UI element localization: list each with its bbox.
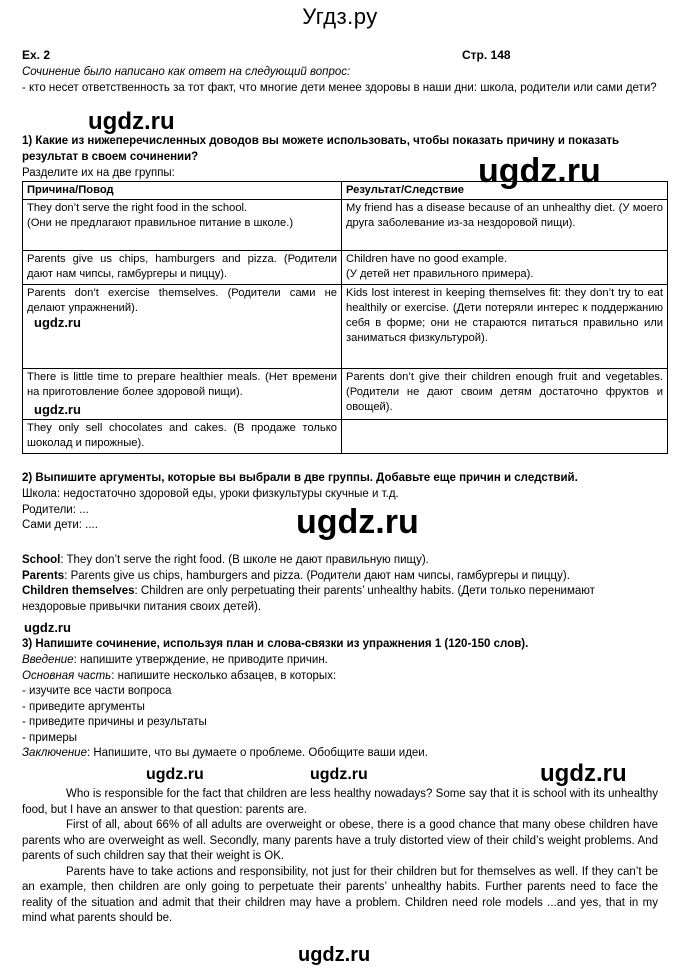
table-cell: They don’t serve the right food in the school. (Они не предлагают правильное питание в школе.) [23,200,342,251]
answer-children: Children themselves: Children are only perpetuating their parents’ unhealthy habits. (Дети только перенимают нездоровые привычки питания своих детей). [22,585,595,613]
plan-bullet: - приведите причины и результаты [22,716,207,728]
exercise-number: Ex. 2 [22,48,51,62]
watermark: ugdz.ru [296,503,419,541]
cause-effect-table [22,181,668,454]
plan-bullet: - приведите аргументы [22,700,145,713]
table-row [23,285,668,369]
intro-question: - кто несет ответственность за тот факт, что многие дети менее здоровы в наши дни: школа, родители или сами дети? [22,81,657,94]
plan-main: Основная часть: напишите несколько абзацев, в которых: [22,669,337,682]
table-cell: There is little time to prepare healthier meals. (Нет времени на приготовление более здоровой пищи). [23,369,342,420]
table-row [23,251,668,285]
watermark: ugdz.ru [540,760,627,787]
essay-paragraph: Who is responsible for the fact that children are less healthy nowadays? Some say that it is school with its unhealthy food, but I have an answer to that question: parents are. [22,788,658,816]
table-row [23,200,668,251]
q1-instruction: Разделите их на две группы: [22,167,175,179]
q2-line: Школа: недостаточно здоровой еды, уроки физкультуры скучные и т.д. [22,488,399,500]
q3-plan [22,653,662,762]
q2-line: Родители: ... [22,503,89,516]
answer-school: School: They don’t serve the right food. (В школе не дают правильную пищу). [22,554,429,566]
intro [22,65,662,96]
watermark: ugdz.ru [478,152,601,190]
watermark: ugdz.ru [24,620,71,635]
watermark: ugdz.ru [310,766,368,783]
plan-conclusion: Заключение: Напишите, что вы думаете о проблеме. Обобщите ваши идеи. [22,747,428,759]
essay [22,787,658,927]
watermark: ugdz.ru [146,766,204,783]
watermark: ugdz.ru [34,402,81,417]
watermark: ugdz.ru [34,315,81,330]
table-cell: Kids lost interest in keeping themselves fit: they don’t try to eat healthily or exercise. (Дети потеряли интерес к поддержанию себя в форме; они не стараются питаться правильно или заниматься физкультурой). [342,285,668,369]
table-cell [342,420,668,454]
q2-answers [22,553,662,615]
table-header-cause: Причина/Повод [23,182,342,200]
table-cell: My friend has a disease because of an unhealthy diet. (У моего друга заболевание из-за нездоровой пищи). [342,200,668,251]
q2-line: Сами дети: .... [22,519,98,531]
plan-bullet: - примеры [22,731,78,744]
table-row [23,420,668,454]
plan-bullet: - изучите все части вопроса [22,685,172,697]
table-cell: Parents give us chips, hamburgers and pizza. (Родители дают нам чипсы, гамбургеры и пиццу). [23,251,342,285]
q3-heading: 3) Напишите сочинение, используя план и слова-связки из упражнения 1 (120-150 слов). [22,638,529,650]
table-header-effect: Результат/Следствие [342,182,668,200]
watermark: ugdz.ru [298,944,371,966]
watermark: ugdz.ru [88,108,175,135]
table-cell: Parents don’t give their children enough fruit and vegetables. (Родители не дают своим детям достаточно фруктов и овощей). [342,369,668,420]
q2-heading: 2) Выпишите аргументы, которые вы выбрали в две группы. Добавьте еще причин и следствий. [22,472,578,484]
table-row [23,369,668,420]
page-number: Стр. 148 [462,48,511,62]
table-cell: Children have no good example. (У детей нет правильного примера). [342,251,668,285]
exercise-header [22,48,658,62]
q1-heading: 1) Какие из нижеперечисленных доводов вы можете использовать, чтобы показать причину и показать результат в своем сочинении? [22,135,620,163]
intro-italic: Сочинение было написано как ответ на следующий вопрос: [22,66,351,78]
essay-paragraph: First of all, about 66% of all adults are overweight or obese, there is a good chance that many obese children have parents who are overweight as well. Secondly, many parents have a truly distorted view of their child’s weight problems. And parents of such children say that their weight is OK. [22,819,658,862]
table-cell: Parents don’t exercise themselves. (Родители сами не делают упражнений). [23,285,342,369]
site-title: Угдз.ру [302,4,378,29]
plan-intro: Введение: напишите утверждение, не приводите причин. [22,654,328,666]
answer-parents: Parents: Parents give us chips, hamburgers and pizza. (Родители дают нам чипсы, гамбургеры и пиццу). [22,569,570,582]
essay-paragraph: Parents have to take actions and responsibility, not just for their children but for themselves as well. If they can’t be an example, then children are only going to perpetuate their parents’ unhealthy habits. Further parents need to face the reality of the situation and admit that their children may have a problem. Children need role models ...and yes, that in my mind what parents should be. [22,865,658,924]
table-cell: They only sell chocolates and cakes. (В продаже только шоколад и пирожные). [23,420,342,454]
